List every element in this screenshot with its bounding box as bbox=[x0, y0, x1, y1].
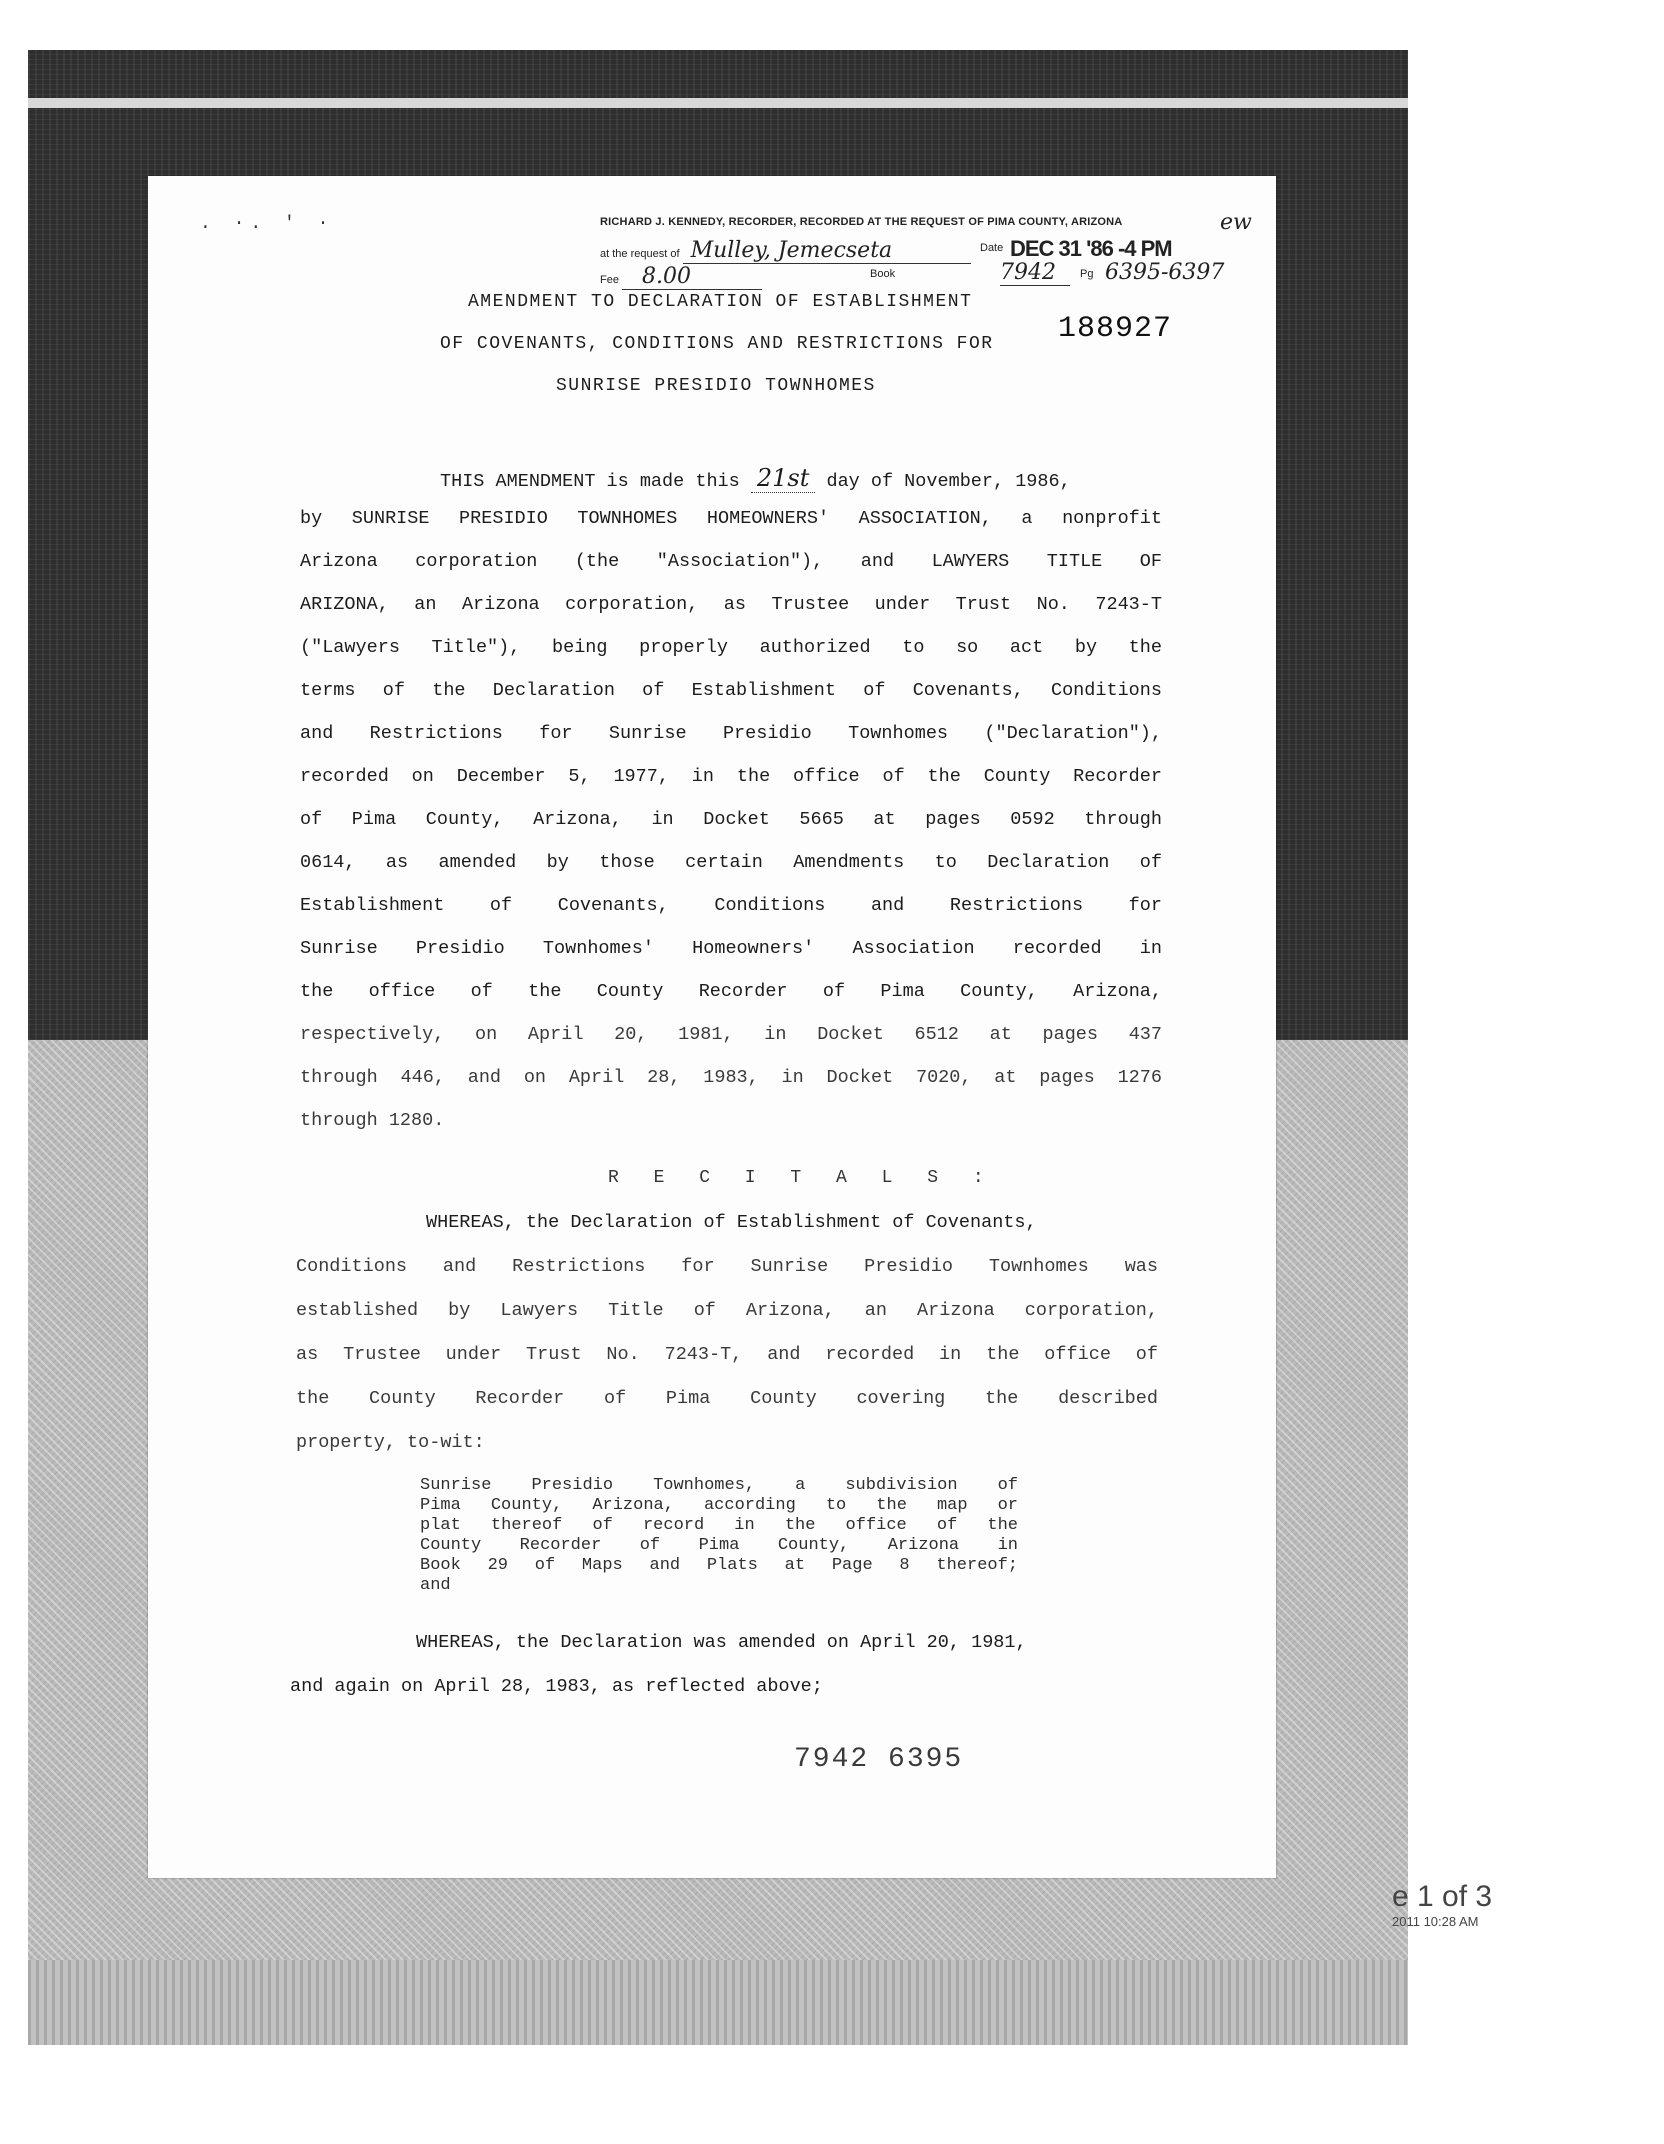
body-line: and Restrictions for Sunrise Presidio Townhomes ("Declaration"), bbox=[300, 723, 1162, 744]
body-line: ("Lawyers Title"), being properly authorized to so act by the bbox=[300, 637, 1162, 658]
body-line: Arizona corporation (the "Association"), and LAWYERS TITLE OF bbox=[300, 551, 1162, 572]
recorder-initials: ew bbox=[1220, 210, 1252, 235]
whereas-line: WHEREAS, the Declaration was amended on April 20, 1981, bbox=[416, 1632, 1027, 1653]
date-label: Date bbox=[980, 242, 1004, 254]
document-number: 188927 bbox=[1058, 312, 1173, 346]
body-line: terms of the Declaration of Establishment of Covenants, Conditions bbox=[300, 680, 1162, 701]
page-footer bbox=[1392, 1880, 1592, 1930]
body-line: recorded on December 5, 1977, in the office of the County Recorder bbox=[300, 766, 1162, 787]
body-line: the office of the County Recorder of Pima County, Arizona, bbox=[300, 981, 1162, 1002]
legal-line: County Recorder of Pima County, Arizona in bbox=[420, 1536, 1018, 1555]
body-line: Establishment of Covenants, Conditions and Restrictions for bbox=[300, 895, 1162, 916]
title-line-3: SUNRISE PRESIDIO TOWNHOMES bbox=[556, 376, 876, 396]
whereas-line: established by Lawyers Title of Arizona, an Arizona corporation, bbox=[296, 1300, 1158, 1321]
whereas-line: Conditions and Restrictions for Sunrise Presidio Townhomes was bbox=[296, 1256, 1158, 1277]
body-line: Sunrise Presidio Townhomes' Homeowners' Association recorded in bbox=[300, 938, 1162, 959]
recitals-heading: R E C I T A L S : bbox=[608, 1168, 996, 1188]
body-line: through 1280. bbox=[300, 1110, 445, 1131]
intro-tail: day of November, 1986, bbox=[826, 471, 1071, 492]
body-line: respectively, on April 20, 1981, in Docket 6512 at pages 437 bbox=[300, 1024, 1162, 1045]
legal-line: Pima County, Arizona, according to the map or bbox=[420, 1496, 1018, 1515]
legal-line: plat thereof of record in the office of the bbox=[420, 1516, 1018, 1535]
recorder-line: RICHARD J. KENNEDY, RECORDER, RECORDED AT THE REQUEST OF PIMA COUNTY, ARIZONA bbox=[600, 216, 1123, 228]
whereas-line: and again on April 28, 1983, as reflected above; bbox=[290, 1676, 823, 1697]
whereas-line: as Trustee under Trust No. 7243-T, and recorded in the office of bbox=[296, 1344, 1158, 1365]
recorded-date: DEC 31 '86 -4 PM bbox=[1010, 236, 1172, 261]
page-value: 6395-6397 bbox=[1105, 260, 1225, 285]
print-timestamp: 2011 10:28 AM bbox=[1392, 1914, 1479, 1929]
page-indicator: e 1 of 3 bbox=[1392, 1880, 1493, 1913]
recorder-stamp bbox=[600, 210, 1260, 290]
request-label: at the request of bbox=[600, 248, 680, 260]
fee-label: Fee bbox=[600, 274, 619, 286]
page-label: Pg bbox=[1080, 268, 1094, 280]
legal-line: Sunrise Presidio Townhomes, a subdivision of bbox=[420, 1476, 1018, 1495]
body-line: by SUNRISE PRESIDIO TOWNHOMES HOMEOWNERS' ASSOCIATION, a nonprofit bbox=[300, 508, 1162, 529]
whereas-line: property, to-wit: bbox=[296, 1432, 485, 1453]
legal-line: Book 29 of Maps and Plats at Page 8 thereof; bbox=[420, 1556, 1018, 1575]
legal-line: and bbox=[420, 1576, 451, 1595]
book-value: 7942 bbox=[1000, 260, 1070, 286]
whereas-line: WHEREAS, the Declaration of Establishment of Covenants, bbox=[426, 1212, 1037, 1233]
body-line: 0614, as amended by those certain Amendments to Declaration of bbox=[300, 852, 1162, 873]
intro-line bbox=[440, 464, 1071, 492]
scan-bottom-band bbox=[28, 1960, 1408, 2045]
handwritten-day: 21st bbox=[751, 464, 816, 493]
intro-lead: THIS AMENDMENT is made this bbox=[440, 471, 740, 492]
scan-edge-strip bbox=[28, 98, 1408, 108]
whereas-line: the County Recorder of Pima County covering the described bbox=[296, 1388, 1158, 1409]
fee-value: 8.00 bbox=[622, 264, 762, 290]
title-line-1: AMENDMENT TO DECLARATION OF ESTABLISHMENT bbox=[468, 292, 973, 312]
legal-description bbox=[420, 1476, 1018, 1596]
body-line: ARIZONA, an Arizona corporation, as Trustee under Trust No. 7243-T bbox=[300, 594, 1162, 615]
request-value: Mulley, Jemecseta bbox=[683, 238, 971, 264]
body-line: of Pima County, Arizona, in Docket 5665 at pages 0592 through bbox=[300, 809, 1162, 830]
body-line: through 446, and on April 28, 1983, in Docket 7020, at pages 1276 bbox=[300, 1067, 1162, 1088]
title-line-2: OF COVENANTS, CONDITIONS AND RESTRICTIONS FOR bbox=[440, 334, 994, 354]
stray-marks: . ·. ' · bbox=[200, 214, 335, 234]
docket-reference: 7942 6395 bbox=[794, 1744, 964, 1775]
book-label: Book bbox=[870, 268, 896, 280]
